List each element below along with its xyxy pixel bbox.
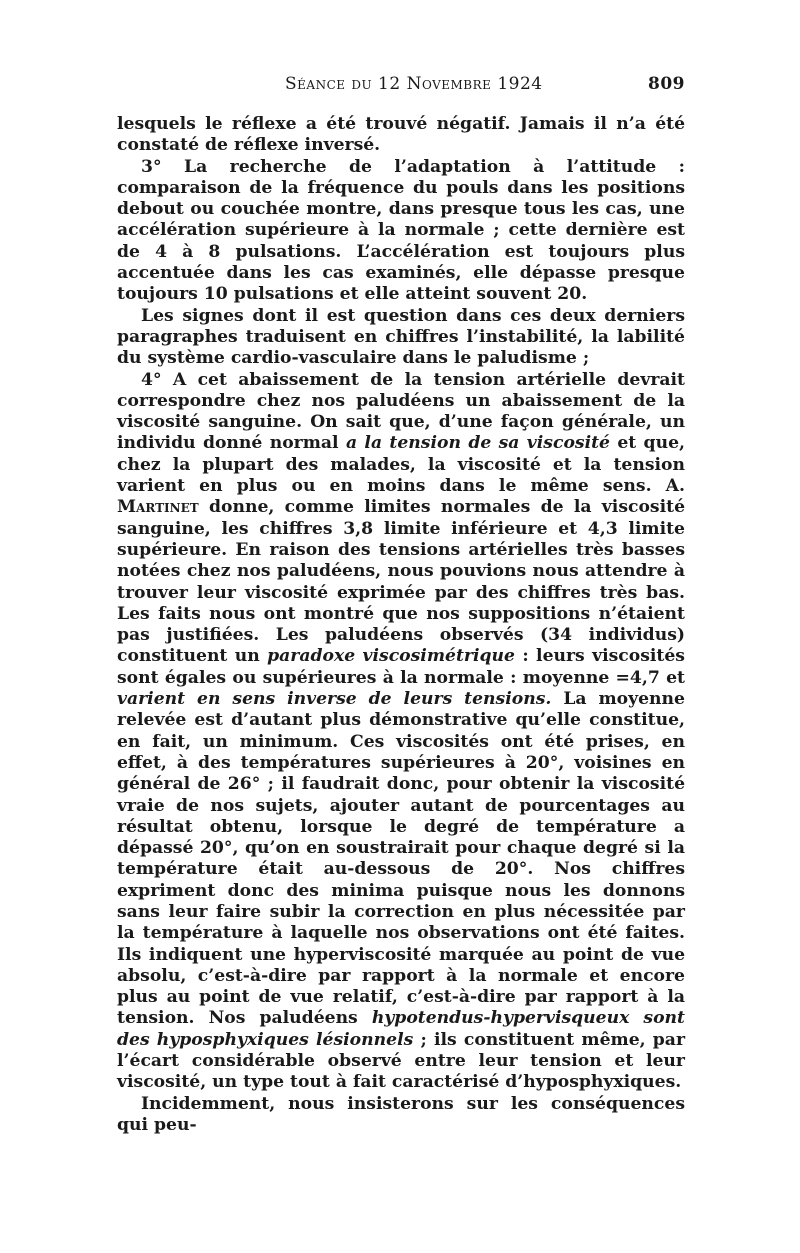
paragraph-3: Les signes dont il est question dans ces deux derniers paragraphes traduisent en chiffres l’instabilité, la labilité du système cardio-vasculaire dans le paludisme ; [117,305,685,369]
page-number: 809 [648,74,685,94]
paragraph-4-text-k: ; ils constituent même, par l’écart considérable observé entre leur tension et leur viscosité, un type tout à fait caractérisé d’hyposphyxiques. [117,1029,685,1093]
paragraph-4-text-i: La moyenne relevée est d’autant plus démonstrative qu’elle constitue, en fait, un minimum. Ces viscosités ont été prises, en effet, à des températures supérieures à 20°, voisines en général de 26° ; il faudrait donc, pour obtenir la viscosité vraie de nos sujets, ajouter autant de pourcentages au résultat obtenu, lorsque le degré de température a dépassé 20°, qu’on en soustrairait pour chaque degré si la température était au-dessous de 20°. Nos chiffres expriment donc des minima puisque nous les donnons sans leur faire subir la correction en plus nécessitée par la température à laquelle nos observations ont été faites. Ils indiquent une hyperviscosité marquée au point de vue absolu, c’est-à-dire par rapport à la normale et encore plus au point de vue relatif, c’est-à-dire par rapport à la tension. Nos paludéens [117,689,685,1029]
paragraph-4-text-g: : leurs viscosités sont égales ou supérieures à la normale : moyenne =4,7 et [117,646,685,688]
emphasis-hypotendus: hypotendus-hypervisqueux sont des hyposphyxiques lésionnels [117,1008,685,1050]
author-name-martinet: Martinet [117,497,199,518]
emphasis-paradoxe: paradoxe viscosimétrique [267,646,515,667]
paragraph-4-text-c: et que, chez la plupart des malades, la viscosité et la tension varient en plus ou en moins dans le même sens. A. [117,433,685,497]
paragraph-5: Incidemment, nous insisterons sur les conséquences qui peu- [117,1093,685,1135]
paragraph-2: 3° La recherche de l’adaptation à l’attitude : comparaison de la fréquence du pouls dans les positions debout ou couchée montre, dans presque tous les cas, une accélération supérieure à la normale ; cette dernière est de 4 à 8 pulsations. L’accélération est toujours plus accentuée dans les cas examinés, elle dépasse presque toujours 10 pulsations et elle atteint souvent 20. [117,156,685,305]
paragraph-1: lesquels le réflexe a été trouvé négatif. Jamais il n’a été constaté de réflexe inversé. [117,114,685,156]
paragraph-4 [117,370,685,1094]
running-head [117,74,685,96]
body-text [117,114,685,1136]
emphasis-tension-viscosite: a la tension de sa viscosité [345,433,610,454]
emphasis-varient: varient en sens inverse de leurs tensions. [117,689,552,710]
running-title: Séance du 12 Novembre 1924 [285,74,543,94]
paragraph-4-text-a: 4° A cet abaissement de la tension artérielle devrait correspondre chez nos paludéens un abaissement de la viscosité sanguine. On sait que, d’une façon générale, un individu donné normal [117,369,685,454]
paragraph-4-text-e: donne, comme limites normales de la viscosité sanguine, les chiffres 3,8 limite inférieure et 4,3 limite supérieure. En raison des tensions artérielles très basses notées chez nos paludéens, nous pouvions nous attendre à trouver leur viscosité exprimée par des chiffres très bas. Les faits nous ont montré que nos suppositions n’étaient pas justifiées. Les paludéens observés (34 individus) constituent un [117,497,685,667]
